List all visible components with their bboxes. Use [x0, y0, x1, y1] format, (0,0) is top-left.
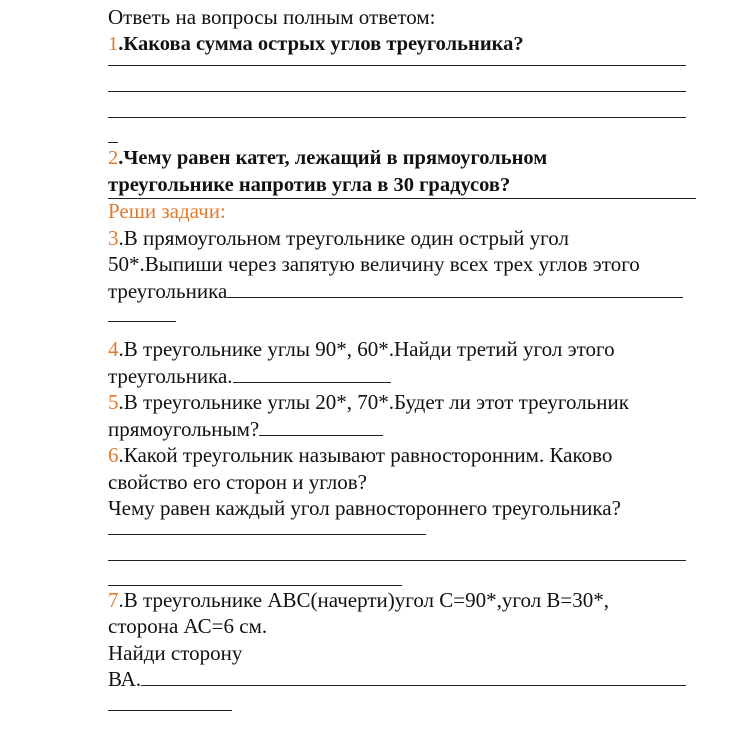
answer-5-blank[interactable] — [259, 417, 383, 436]
answer-line[interactable] — [108, 65, 686, 66]
question-5-text-line-2: прямоугольным? — [108, 416, 260, 441]
question-4-text-line-2: треугольника. — [108, 363, 233, 388]
answer-3-blank-continued[interactable] — [108, 321, 176, 322]
section-title-tasks: Реши задачи: — [108, 199, 226, 223]
question-3-line-3 — [108, 278, 708, 305]
question-7-text-line-1: .В треугольнике АВС(начерти)угол С=90*,угол В=30*, — [118, 587, 610, 612]
answer-line-tail[interactable] — [108, 142, 118, 143]
question-3-text-line-3: треугольника — [108, 278, 228, 303]
question-5-number: 5 — [108, 390, 119, 414]
answer-3-blank[interactable] — [227, 279, 683, 298]
question-7-text-line-4: ВА. — [108, 667, 142, 691]
question-2 — [108, 145, 708, 172]
question-4-text-line-1: .В треугольнике углы 90*, 60*.Найди третий угол этого — [118, 337, 615, 361]
question-6-line-3: Чему равен каждый угол равностороннего треугольника? — [108, 496, 621, 520]
worksheet — [108, 4, 708, 711]
question-6-line-2: свойство его сторон и углов? — [108, 469, 367, 494]
answer-1-area[interactable] — [108, 65, 686, 143]
question-3-text-line-1: .В прямоугольном треугольнике один острый угол — [118, 225, 569, 250]
question-4 — [108, 336, 708, 363]
question-5 — [108, 389, 708, 416]
answer-line[interactable] — [108, 585, 402, 586]
question-2-text-line-2: треугольнике напротив угла в 30 градусов? — [108, 173, 511, 196]
question-3-line-2: 50*.Выпиши через запятую величину всех трех углов этого — [108, 252, 640, 276]
answer-line[interactable] — [108, 560, 686, 561]
question-6 — [108, 442, 708, 469]
question-4-line-2 — [108, 363, 708, 390]
instructions-heading: Ответь на вопросы полным ответом: — [108, 5, 436, 29]
question-7-line-2: сторона АС=6 см. — [108, 614, 268, 638]
answer-6-area[interactable] — [108, 534, 708, 586]
answer-line[interactable] — [108, 91, 686, 92]
answer-line[interactable] — [108, 117, 686, 118]
answer-4-blank[interactable] — [233, 364, 391, 383]
question-2-number: 2 — [108, 147, 119, 169]
question-1-text: .Какова сумма острых углов треугольника? — [118, 32, 524, 55]
question-6-text-line-1: .Какой треугольник называют равносторонним. Каково — [118, 443, 613, 467]
question-7-line-4 — [108, 666, 708, 693]
question-7 — [108, 587, 708, 614]
answer-7-blank-continued[interactable] — [108, 710, 232, 711]
question-1-number: 1 — [108, 32, 119, 55]
question-4-number: 4 — [108, 337, 119, 361]
answer-7-blank[interactable] — [141, 667, 686, 686]
question-6-number: 6 — [108, 443, 119, 467]
question-3-number: 3 — [108, 225, 119, 250]
question-5-line-2 — [108, 416, 708, 443]
question-2-text-line-1: .Чему равен катет, лежащий в прямоугольном — [118, 147, 548, 169]
question-7-line-3: Найди сторону — [108, 640, 243, 665]
question-7-number: 7 — [108, 587, 119, 612]
question-5-text-line-1: .В треугольнике углы 20*, 70*.Будет ли этот треугольник — [118, 390, 629, 414]
answer-line[interactable] — [108, 534, 426, 535]
question-2-line-2 — [108, 172, 696, 200]
question-3 — [108, 225, 708, 252]
question-1 — [108, 31, 708, 58]
